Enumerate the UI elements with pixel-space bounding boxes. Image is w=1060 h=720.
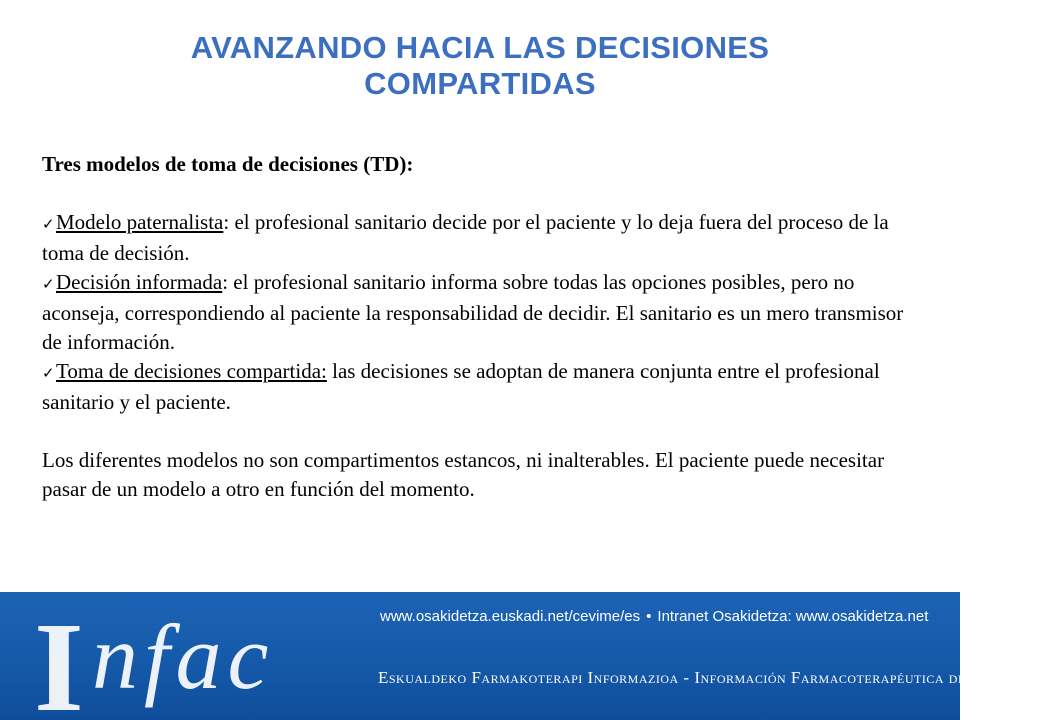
slide-body	[42, 150, 922, 504]
item-term: Modelo paternalista	[56, 210, 224, 234]
slide-title	[0, 30, 960, 102]
title-line-2: COMPARTIDAS	[364, 66, 596, 101]
svg-text:I: I	[34, 596, 84, 720]
item-text: las decisiones se adoptan de manera conjunta entre el profesional sanitario y el paciente.	[42, 359, 880, 414]
link-separator: •	[646, 608, 652, 625]
link-intranet[interactable]: Intranet Osakidetza: www.osakidetza.net	[657, 608, 929, 625]
section-subtitle: Tres modelos de toma de decisiones (TD):	[42, 152, 414, 176]
item-text: : el profesional sanitario decide por el paciente y lo deja fuera del proceso de la toma de decisión.	[42, 210, 889, 265]
item-term: Decisión informada	[56, 270, 223, 294]
footer-tagline: Eskualdeko Farmakoterapi Informazioa - Información Farmacoterapéutica de la Comarca	[378, 668, 1060, 687]
infac-logo-graphic	[0, 592, 330, 720]
closing-paragraph: Los diferentes modelos no son compartimentos estancos, ni inalterables. El paciente puede necesitar pasar de un modelo a otro en función del momento.	[42, 448, 885, 501]
check-icon: ✓	[42, 215, 55, 233]
check-icon: ✓	[42, 275, 55, 293]
list-item-informada	[42, 268, 922, 357]
title-line-1: AVANZANDO HACIA LAS DECISIONES	[190, 30, 770, 65]
spacer	[42, 179, 922, 208]
footer-banner	[0, 592, 1060, 720]
list-item-compartida	[42, 357, 922, 417]
item-term: Toma de decisiones compartida:	[56, 359, 327, 383]
infac-logo	[0, 592, 330, 720]
svg-text:nfac: nfac	[92, 606, 275, 708]
spacer	[42, 417, 922, 446]
list-item-paternalista	[42, 208, 922, 268]
link-cevime[interactable]: www.osakidetza.euskadi.net/cevime/es	[380, 608, 641, 625]
check-icon: ✓	[42, 364, 55, 382]
item-text: : el profesional sanitario informa sobre todas las opciones posibles, pero no aconseja, correspondiendo al paciente la responsabilidad de decidir. El sanitario es un mero transmisor de información.	[42, 270, 904, 354]
footer-links	[380, 608, 928, 625]
